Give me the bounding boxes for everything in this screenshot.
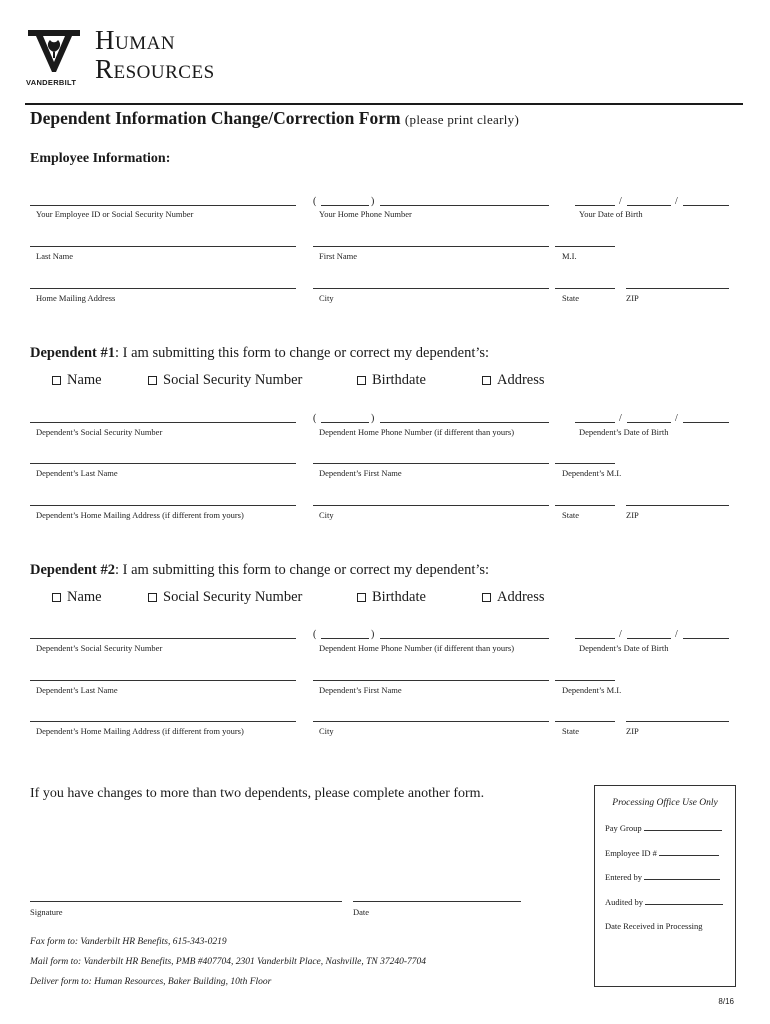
dep1-dob-day-field[interactable]: [627, 422, 671, 423]
phone-paren-open: (: [313, 413, 317, 424]
page-code: 8/16: [718, 997, 734, 1006]
checkbox-square-icon: [357, 376, 366, 385]
dependent2-heading-text: : I am submitting this form to change or correct my dependent’s:: [115, 562, 490, 578]
org-name-line1: Human: [95, 25, 176, 55]
dep2-city-field[interactable]: [313, 721, 549, 722]
checkbox-square-icon: [482, 593, 491, 602]
employee-last-name-label: Last Name: [36, 251, 74, 261]
dep1-ssn-checkbox[interactable]: [148, 372, 302, 389]
employee-phone-field[interactable]: [380, 205, 549, 206]
dep2-dob-year-field[interactable]: [683, 638, 729, 639]
dep2-mi-field[interactable]: [555, 680, 615, 681]
processing-office-box: [594, 785, 736, 987]
signature-label: Signature: [30, 907, 63, 917]
entered-by-line: [644, 873, 720, 880]
dep2-ssn-option: Social Security Number: [163, 589, 303, 605]
dep2-dob-day-field[interactable]: [627, 638, 671, 639]
dep1-mi-label: Dependent’s M.I.: [562, 468, 622, 478]
dep2-ssn-label: Dependent’s Social Security Number: [36, 643, 163, 653]
dep2-mi-label: Dependent’s M.I.: [562, 685, 622, 695]
dep1-state-field[interactable]: [555, 505, 615, 506]
dob-separator: /: [619, 413, 622, 424]
employee-city-label: City: [319, 293, 334, 303]
dob-separator: /: [675, 413, 678, 424]
audited-by-label: Audited by: [605, 897, 644, 907]
office-box-title: Processing Office Use Only: [612, 798, 718, 808]
mail-instructions: Mail form to: Vanderbilt HR Benefits, PMB #407704, 2301 Vanderbilt Place, Nashville, TN 37240-7704: [30, 957, 427, 967]
employee-section-heading: Employee Information:: [30, 151, 171, 166]
dep1-ssn-field[interactable]: [30, 422, 296, 423]
dependent1-heading-number: Dependent #1: [30, 345, 115, 361]
dep2-address-option: Address: [497, 589, 545, 605]
dep1-address-label: Dependent’s Home Mailing Address (if different from yours): [36, 510, 244, 520]
employee-mi-field[interactable]: [555, 246, 615, 247]
phone-paren-close: ): [371, 629, 375, 640]
fax-instructions: Fax form to: Vanderbilt HR Benefits, 615-343-0219: [30, 937, 227, 947]
dep1-birthdate-option: Birthdate: [372, 372, 426, 388]
dep2-first-name-field[interactable]: [313, 680, 549, 681]
dep2-address-label: Dependent’s Home Mailing Address (if different from yours): [36, 726, 244, 736]
dep1-last-name-field[interactable]: [30, 463, 296, 464]
org-name-line2: Resources: [95, 54, 215, 84]
entered-by-row[interactable]: [605, 872, 720, 882]
phone-paren-open: (: [313, 629, 317, 640]
checkbox-square-icon: [148, 593, 157, 602]
employee-first-name-label: First Name: [319, 251, 358, 261]
employee-dob-label: Your Date of Birth: [579, 209, 643, 219]
phone-paren-open: (: [313, 196, 317, 207]
dep1-address-option: Address: [497, 372, 545, 388]
logo-wordmark: VANDERBILT: [26, 78, 77, 87]
dep2-phone-field[interactable]: [380, 638, 549, 639]
dependent2-heading: [30, 562, 489, 579]
dep1-area-code-field[interactable]: [321, 422, 369, 423]
dep1-state-label: State: [562, 510, 579, 520]
dep2-zip-field[interactable]: [626, 721, 729, 722]
form-title-main: Dependent Information Change/Correction Form: [30, 108, 401, 128]
checkbox-square-icon: [148, 376, 157, 385]
dep2-last-name-field[interactable]: [30, 680, 296, 681]
dep1-address-field[interactable]: [30, 505, 296, 506]
employee-mi-label: M.I.: [562, 251, 577, 261]
date-received-label: Date Received in Processing: [605, 921, 703, 931]
form-title-subtitle: (please print clearly): [404, 112, 520, 127]
pay-group-label: Pay Group: [605, 823, 642, 833]
dep1-address-checkbox[interactable]: [482, 372, 545, 389]
dep1-first-name-field[interactable]: [313, 463, 549, 464]
employee-first-name-field[interactable]: [313, 246, 549, 247]
dep2-ssn-checkbox[interactable]: [148, 589, 302, 606]
dep1-dob-year-field[interactable]: [683, 422, 729, 423]
employee-state-field[interactable]: [555, 288, 615, 289]
dep1-zip-field[interactable]: [626, 505, 729, 506]
dep2-city-label: City: [319, 726, 334, 736]
office-employee-id-line: [659, 849, 719, 856]
form-title: [30, 108, 519, 129]
dep1-last-name-label: Dependent’s Last Name: [36, 468, 118, 478]
dep1-mi-field[interactable]: [555, 463, 615, 464]
dep2-ssn-field[interactable]: [30, 638, 296, 639]
dep2-state-field[interactable]: [555, 721, 615, 722]
signature-date-field[interactable]: [353, 901, 521, 902]
dob-separator: /: [675, 629, 678, 640]
employee-phone-label: Your Home Phone Number: [319, 209, 412, 219]
dep2-name-option: Name: [67, 589, 102, 605]
employee-dob-month-field[interactable]: [575, 205, 615, 206]
phone-paren-close: ): [371, 413, 375, 424]
dep1-name-option: Name: [67, 372, 102, 388]
employee-city-field[interactable]: [313, 288, 549, 289]
dep2-first-name-label: Dependent’s First Name: [319, 685, 402, 695]
dependent1-heading-text: : I am submitting this form to change or correct my dependent’s:: [115, 345, 490, 361]
signature-date-label: Date: [353, 907, 370, 917]
dep1-phone-field[interactable]: [380, 422, 549, 423]
dep1-phone-label: Dependent Home Phone Number (if different than yours): [319, 427, 515, 437]
dep1-name-checkbox[interactable]: [52, 372, 102, 389]
phone-paren-close: ): [371, 196, 375, 207]
dep2-name-checkbox[interactable]: [52, 589, 102, 606]
employee-zip-label: ZIP: [626, 293, 639, 303]
dep1-birthdate-checkbox[interactable]: [357, 372, 426, 389]
pay-group-row[interactable]: [605, 823, 722, 833]
dep2-dob-month-field[interactable]: [575, 638, 615, 639]
dep1-city-label: City: [319, 510, 334, 520]
dep2-address-field[interactable]: [30, 721, 296, 722]
dep1-ssn-label: Dependent’s Social Security Number: [36, 427, 163, 437]
org-name: [95, 26, 215, 84]
date-received-row: [605, 921, 702, 931]
dep2-phone-label: Dependent Home Phone Number (if different than yours): [319, 643, 515, 653]
checkbox-square-icon: [482, 376, 491, 385]
checkbox-square-icon: [357, 593, 366, 602]
office-employee-id-label: Employee ID #: [605, 848, 657, 858]
pay-group-line: [644, 824, 722, 831]
employee-state-label: State: [562, 293, 579, 303]
signature-field[interactable]: [30, 901, 342, 902]
dep1-ssn-option: Social Security Number: [163, 372, 303, 388]
dob-separator: /: [619, 196, 622, 207]
more-dependents-note: If you have changes to more than two dependents, please complete another form.: [30, 786, 485, 801]
deliver-instructions: Deliver form to: Human Resources, Baker Building, 10th Floor: [30, 977, 272, 987]
dep2-area-code-field[interactable]: [321, 638, 369, 639]
checkbox-square-icon: [52, 593, 61, 602]
employee-id-label: Your Employee ID or Social Security Number: [36, 209, 194, 219]
dep2-birthdate-checkbox[interactable]: [357, 589, 426, 606]
employee-id-field[interactable]: [30, 205, 296, 206]
dep1-city-field[interactable]: [313, 505, 549, 506]
employee-dob-year-field[interactable]: [683, 205, 729, 206]
audited-by-line: [645, 898, 723, 905]
dep2-state-label: State: [562, 726, 579, 736]
employee-area-code-field[interactable]: [321, 205, 369, 206]
header-rule: [25, 103, 743, 105]
dependent1-heading: [30, 345, 489, 362]
dep1-zip-label: ZIP: [626, 510, 639, 520]
entered-by-label: Entered by: [605, 872, 643, 882]
dep1-dob-label: Dependent’s Date of Birth: [579, 427, 669, 437]
dob-separator: /: [675, 196, 678, 207]
dep2-birthdate-option: Birthdate: [372, 589, 426, 605]
vanderbilt-oak-v-icon: [26, 26, 82, 76]
employee-dob-day-field[interactable]: [627, 205, 671, 206]
dep1-dob-month-field[interactable]: [575, 422, 615, 423]
dep2-zip-label: ZIP: [626, 726, 639, 736]
dependent2-heading-number: Dependent #2: [30, 562, 115, 578]
dep2-last-name-label: Dependent’s Last Name: [36, 685, 118, 695]
dep2-dob-label: Dependent’s Date of Birth: [579, 643, 669, 653]
employee-zip-field[interactable]: [626, 288, 729, 289]
employee-last-name-field[interactable]: [30, 246, 296, 247]
employee-id-row[interactable]: [605, 848, 719, 858]
dep1-first-name-label: Dependent’s First Name: [319, 468, 402, 478]
checkbox-square-icon: [52, 376, 61, 385]
dep2-address-checkbox[interactable]: [482, 589, 545, 606]
dob-separator: /: [619, 629, 622, 640]
audited-by-row[interactable]: [605, 897, 723, 907]
employee-address-label: Home Mailing Address: [36, 293, 116, 303]
employee-address-field[interactable]: [30, 288, 296, 289]
